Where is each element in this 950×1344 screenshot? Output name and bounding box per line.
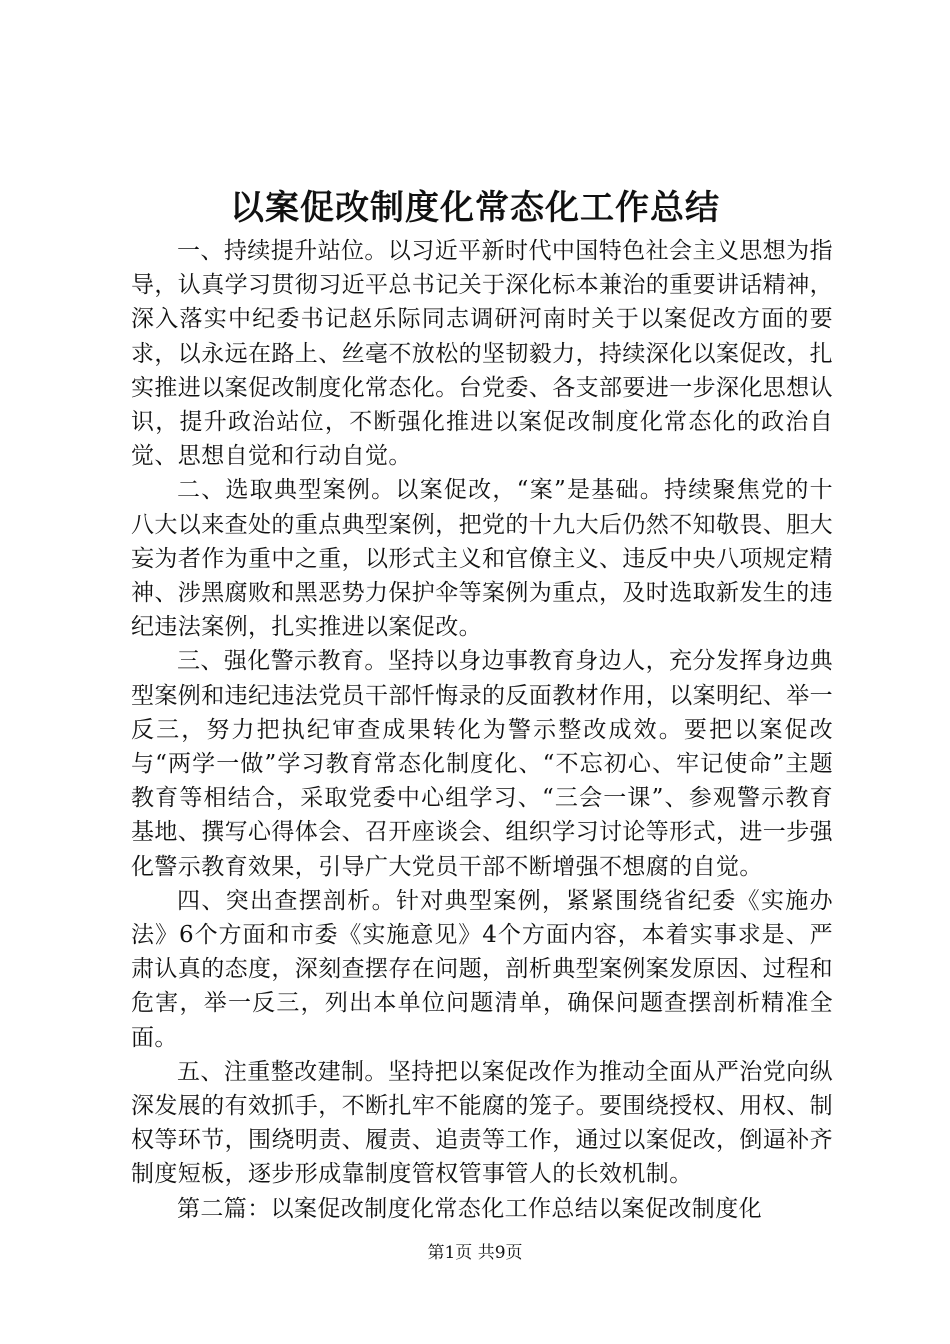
document-title: 以案促改制度化常态化工作总结 (230, 188, 720, 228)
paragraph-5: 五、注重整改建制。坚持把以案促改作为推动全面从严治党向纵深发展的有效抓手，不断扎牢不能腐的笼子。要围绕授权、用权、制权等环节，围绕明责、履责、追责等工作，通过以案促改，倒逼补齐制度短板，逐步形成靠制度管权管事管人的长效机制。 (131, 1058, 833, 1188)
document-body (131, 234, 833, 1226)
paragraph-6: 第二篇：以案促改制度化常态化工作总结以案促改制度化 (177, 1195, 762, 1222)
page-number-footer: 第1页 共9页 (427, 1243, 523, 1263)
paragraph-4: 四、突出查摆剖析。针对典型案例，紧紧围绕省纪委《实施办法》6个方面和市委《实施意见》4个方面内容，本着实事求是、严肃认真的态度，深刻查摆存在问题，剖析典型案例案发原因、过程和危害，举一反三，列出本单位问题清单，确保问题查摆剖析精准全面。 (131, 887, 833, 1051)
paragraph-1: 一、持续提升站位。以习近平新时代中国特色社会主义思想为指导，认真学习贯彻习近平总书记关于深化标本兼治的重要讲话精神，深入落实中纪委书记赵乐际同志调研河南时关于以案促改方面的要求，以永远在路上、丝毫不放松的坚韧毅力，持续深化以案促改，扎实推进以案促改制度化常态化。台党委、各支部要进一步深化思想认识，提升政治站位，不断强化推进以案促改制度化常态化的政治自觉、思想自觉和行动自觉。 (131, 238, 833, 470)
paragraph-2: 二、选取典型案例。以案促改，“案”是基础。持续聚焦党的十八大以来查处的重点典型案例，把党的十九大后仍然不知敬畏、胆大妄为者作为重中之重，以形式主义和官僚主义、违反中央八项规定精神、涉黑腐败和黑恶势力保护伞等案例为重点，及时选取新发生的违纪违法案例，扎实推进以案促改。 (131, 477, 833, 641)
paragraph-3: 三、强化警示教育。坚持以身边事教育身边人，充分发挥身边典型案例和违纪违法党员干部忏悔录的反面教材作用，以案明纪、举一反三，努力把执纪审查成果转化为警示整改成效。要把以案促改与“两学一做”学习教育常态化制度化、“不忘初心、牢记使命”主题教育等相结合，采取党委中心组学习、“三会一课”、参观警示教育基地、撰写心得体会、召开座谈会、组织学习讨论等形式，进一步强化警示教育效果，引导广大党员干部不断增强不想腐的自觉。 (131, 648, 833, 880)
